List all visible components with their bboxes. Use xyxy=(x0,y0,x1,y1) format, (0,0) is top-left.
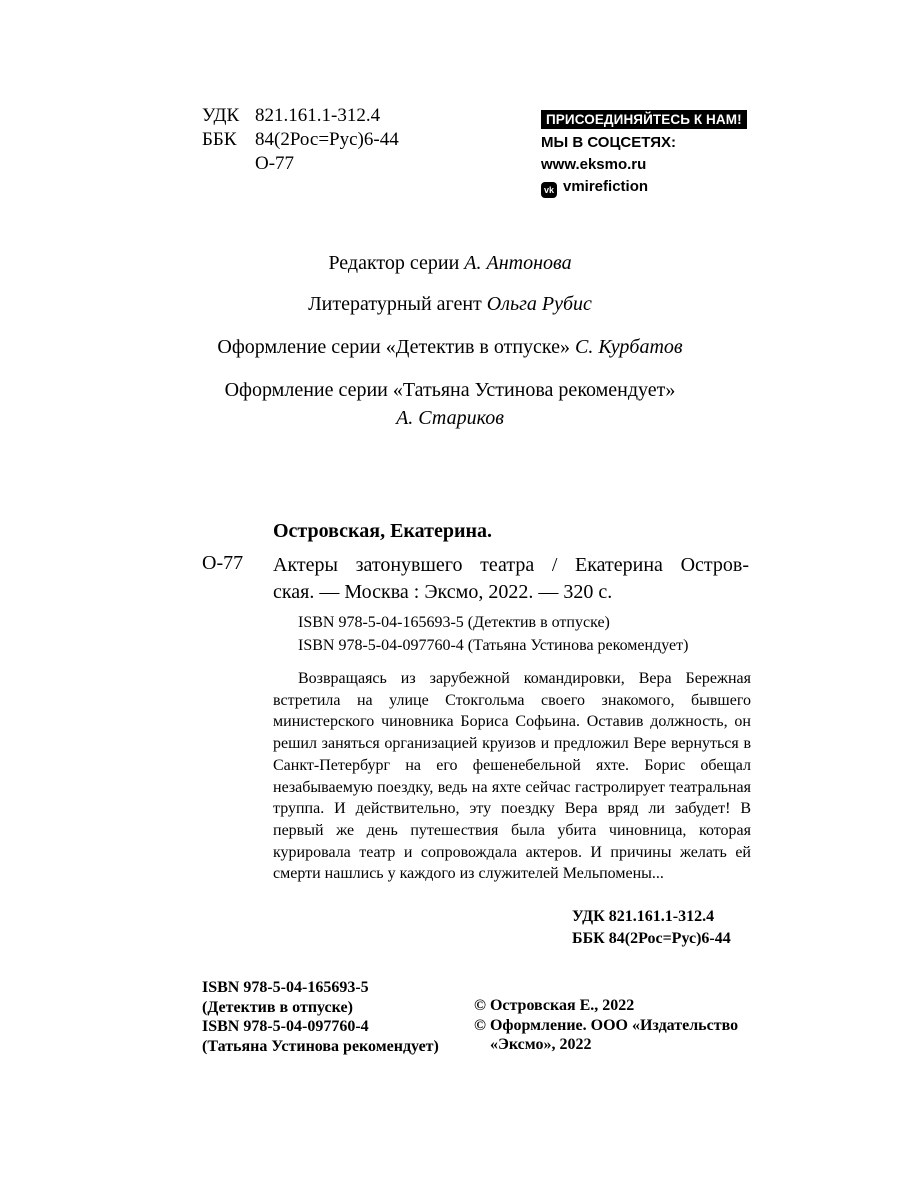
record-udk: УДК 821.161.1-312.4 xyxy=(572,908,715,925)
design1-name: С. Курбатов xyxy=(575,336,683,358)
credit-editor xyxy=(0,252,900,275)
record-isbn-2: ISBN 978-5-04-097760-4 (Татьяна Устинова рекомендует) xyxy=(298,637,689,654)
record-isbn-1: ISBN 978-5-04-165693-5 (Детектив в отпуске) xyxy=(298,614,610,631)
copyright-author: © Островская Е., 2022 xyxy=(474,997,635,1014)
credit-design-1 xyxy=(0,336,900,359)
annotation xyxy=(273,668,751,885)
bbk-label: ББК xyxy=(202,129,237,150)
annotation-text: Возвращаясь из зарубежной командировки, Вера Бережная встретила на улице Стокгольма своего знакомого, бывшего министерского чиновника Бориса Софьина. Оставив должность, он решил заняться организацией круизов и предложил Вере вернуться в Санкт-Петербург на его фешенебельной яхте. Борис обещал незабываемую поездку, ведь на яхте сейчас гастролирует театральная труппа. И действительно, эту поездку Вера вряд ли забудет! В первый же день путешествия была убита чиновница, которая курировала театр и сопровождала актеров. И причины желать ей смерти нашлись у каждого из служителей Мельпомены... xyxy=(273,670,751,883)
agent-name: Ольга Рубис xyxy=(486,293,592,315)
editor-name: А. Антонова xyxy=(464,252,572,274)
vk-link[interactable] xyxy=(541,176,747,198)
udk-value: 821.161.1-312.4 xyxy=(255,105,381,126)
copyright-block xyxy=(474,996,738,1055)
bibliographic-line-2: ская. — Москва : Эксмо, 2022. — 320 с. xyxy=(273,581,613,603)
udk-label: УДК xyxy=(202,105,240,126)
social-block xyxy=(541,110,747,198)
copyright-design-1: © Оформление. ООО «Издательство xyxy=(474,1016,739,1034)
footer-isbn-1: ISBN 978-5-04-165693-5 xyxy=(202,979,369,996)
record-bbk: ББК 84(2Рос=Рус)6-44 xyxy=(572,930,731,947)
credit-design-2 xyxy=(0,379,900,402)
footer-isbn-2-series: (Татьяна Устинова рекомендует) xyxy=(202,1037,439,1055)
design2-name: А. Стариков xyxy=(396,407,504,429)
classification-block xyxy=(202,104,399,176)
bbk-value: 84(2Рос=Рус)6-44 xyxy=(255,129,399,150)
socials-label: МЫ В СОЦСЕТЯХ: xyxy=(541,134,677,151)
record-classification xyxy=(572,906,731,950)
website-link[interactable]: www.eksmo.ru xyxy=(541,156,647,173)
footer-isbn-1-series: (Детектив в отпуске) xyxy=(202,998,353,1016)
design1-role: Оформление серии «Детектив в отпуске» xyxy=(217,336,571,358)
design2-role: Оформление серии «Татьяна Устинова рекомендует» xyxy=(224,379,676,401)
join-banner: ПРИСОЕДИНЯЙТЕСЬ К НАМ! xyxy=(541,110,747,129)
vk-icon: vk xyxy=(541,182,557,198)
copyright-design-2: «Эксмо», 2022 xyxy=(490,1036,592,1053)
author-heading: Островская, Екатерина. xyxy=(273,520,493,542)
footer-isbn-2: ISBN 978-5-04-097760-4 xyxy=(202,1018,369,1035)
author-mark: О-77 xyxy=(255,153,295,174)
vk-handle: vmirefiction xyxy=(563,178,649,195)
footer-isbn-block xyxy=(202,978,439,1056)
credit-design-2-name xyxy=(0,407,900,430)
agent-role: Литературный агент xyxy=(308,293,482,315)
record-author-mark: О-77 xyxy=(202,552,244,574)
bibliographic-line-1: Актеры затонувшего театра / Екатерина Остров- xyxy=(273,554,749,576)
credit-agent xyxy=(0,293,900,316)
editor-role: Редактор серии xyxy=(328,252,460,274)
bibliographic-description xyxy=(273,552,749,606)
